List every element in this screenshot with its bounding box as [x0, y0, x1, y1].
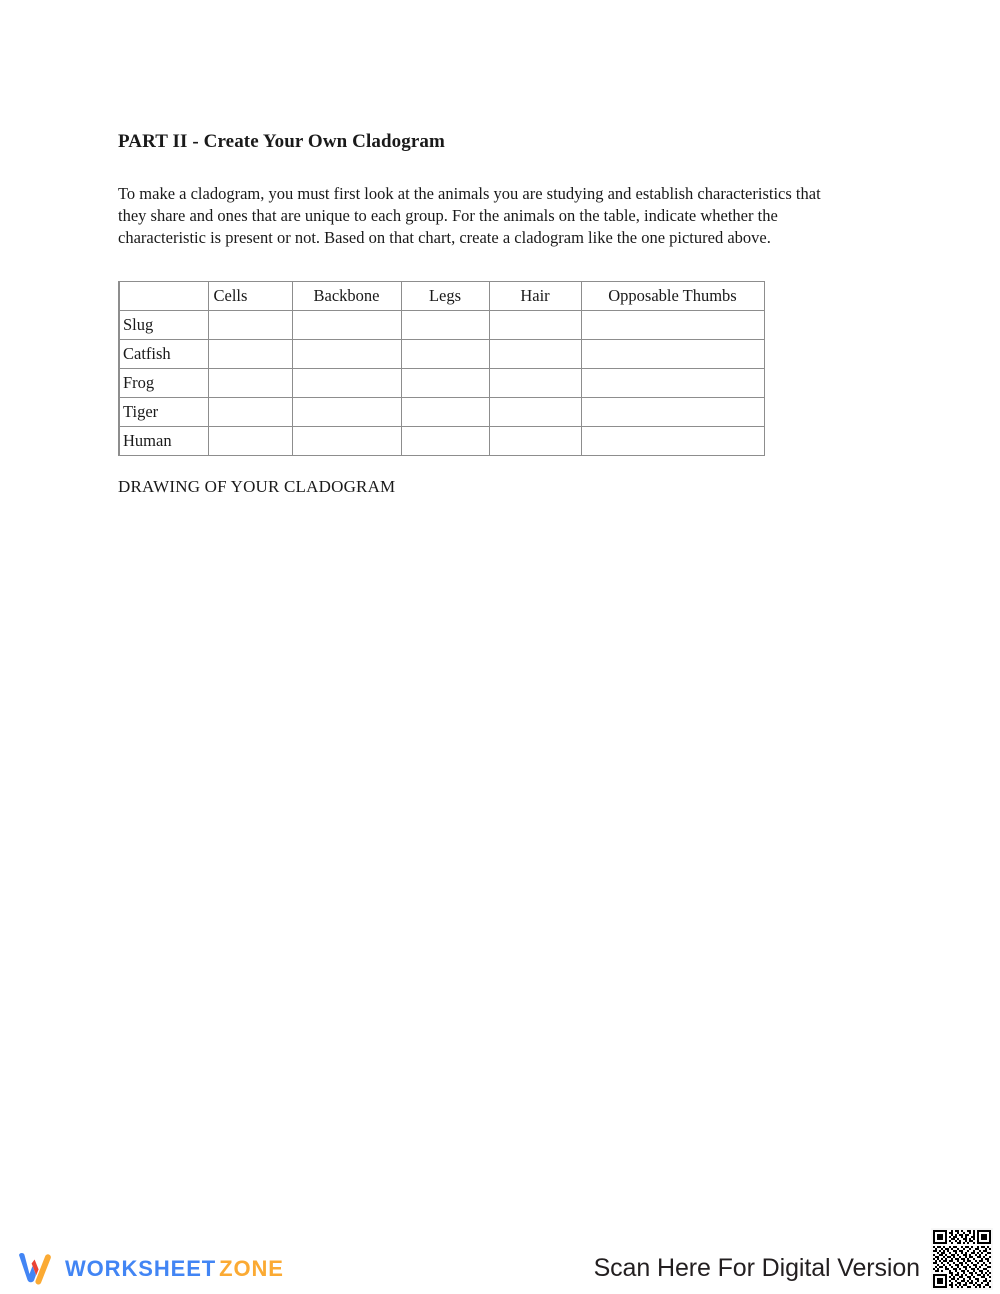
page-footer — [0, 1222, 1000, 1294]
column-header-opposable-thumbs: Opposable Thumbs — [581, 282, 764, 311]
cell-tiger-backbone[interactable] — [292, 398, 401, 427]
cell-human-opposable-thumbs[interactable] — [581, 427, 764, 456]
cell-frog-cells[interactable] — [208, 369, 292, 398]
cell-catfish-backbone[interactable] — [292, 340, 401, 369]
column-header-backbone: Backbone — [292, 282, 401, 311]
brand-wordmark — [65, 1258, 284, 1280]
brand-word-accent: ZONE — [219, 1256, 284, 1281]
cell-slug-backbone[interactable] — [292, 311, 401, 340]
cell-human-hair[interactable] — [489, 427, 581, 456]
column-header-hair: Hair — [489, 282, 581, 311]
table-row — [119, 427, 764, 456]
table-row — [119, 398, 764, 427]
cell-catfish-cells[interactable] — [208, 340, 292, 369]
cell-catfish-legs[interactable] — [401, 340, 489, 369]
cell-tiger-cells[interactable] — [208, 398, 292, 427]
scan-prompt-text: Scan Here For Digital Version — [593, 1254, 920, 1282]
cell-slug-cells[interactable] — [208, 311, 292, 340]
row-label-catfish: Catfish — [119, 340, 208, 369]
cell-slug-hair[interactable] — [489, 311, 581, 340]
row-label-human: Human — [119, 427, 208, 456]
table-row — [119, 311, 764, 340]
cell-frog-legs[interactable] — [401, 369, 489, 398]
table-corner-cell — [119, 282, 208, 311]
qr-code-glyph — [933, 1230, 991, 1288]
drawing-section-label: DRAWING OF YOUR CLADOGRAM — [118, 477, 396, 496]
cell-frog-backbone[interactable] — [292, 369, 401, 398]
page-title: PART II - Create Your Own Cladogram — [118, 130, 445, 152]
cell-tiger-hair[interactable] — [489, 398, 581, 427]
worksheet-zone-logo[interactable] — [16, 1252, 284, 1286]
column-header-cells: Cells — [208, 282, 292, 311]
brand-word-primary: WORKSHEET — [65, 1256, 217, 1281]
cell-frog-opposable-thumbs[interactable] — [581, 369, 764, 398]
row-label-slug: Slug — [119, 311, 208, 340]
cell-slug-legs[interactable] — [401, 311, 489, 340]
characteristics-table — [118, 281, 765, 456]
cell-human-backbone[interactable] — [292, 427, 401, 456]
cell-slug-opposable-thumbs[interactable] — [581, 311, 764, 340]
intro-paragraph: To make a cladogram, you must first look at the animals you are studying and establish characteristics that they share and ones that are unique to each group. For the animals on the table, indicate whether the characteristic is present or not. Based on that chart, create a cladogram like the one pictured above. — [118, 183, 821, 248]
cell-human-legs[interactable] — [401, 427, 489, 456]
cell-human-cells[interactable] — [208, 427, 292, 456]
row-label-frog: Frog — [119, 369, 208, 398]
table-row — [119, 340, 764, 369]
qr-code-icon[interactable] — [931, 1228, 993, 1290]
table-row — [119, 369, 764, 398]
cell-frog-hair[interactable] — [489, 369, 581, 398]
cell-catfish-opposable-thumbs[interactable] — [581, 340, 764, 369]
cell-catfish-hair[interactable] — [489, 340, 581, 369]
cell-tiger-opposable-thumbs[interactable] — [581, 398, 764, 427]
column-header-legs: Legs — [401, 282, 489, 311]
cell-tiger-legs[interactable] — [401, 398, 489, 427]
table-header-row — [119, 282, 764, 311]
worksheet-zone-w-mark — [16, 1252, 56, 1286]
row-label-tiger: Tiger — [119, 398, 208, 427]
